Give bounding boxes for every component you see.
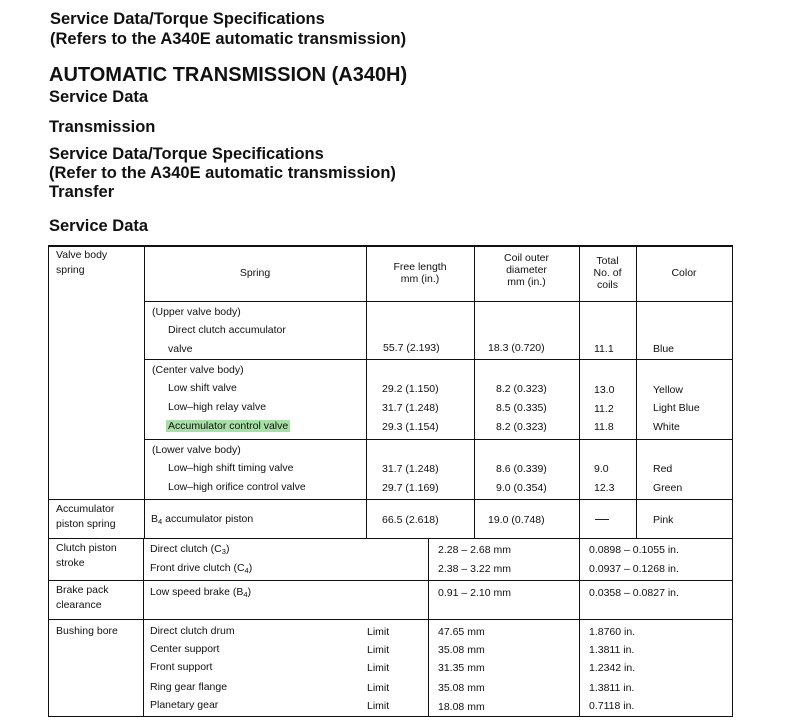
clearance-mm-value: 0.91 – 2.10 mm	[438, 587, 511, 599]
category-line: Brake pack	[56, 584, 109, 596]
header-color: Color	[671, 267, 697, 279]
bore-in-value: 0.7118 in.	[589, 700, 635, 712]
free-length-value: 66.5 (2.618)	[382, 514, 439, 526]
bushing-name: Center support	[150, 643, 220, 655]
bore-mm-value: 35.08 mm	[438, 644, 485, 656]
header-line: Coil outer	[504, 252, 549, 264]
heading-torque-specs-2: Service Data/Torque Specifications	[49, 145, 324, 163]
color-value: Yellow	[653, 384, 683, 396]
color-value: Red	[653, 463, 673, 475]
color-value: White	[653, 421, 680, 433]
coil-outer-value: 8.6 (0.339)	[496, 463, 547, 475]
bore-mm-value: 31.35 mm	[438, 662, 485, 674]
rule	[144, 439, 733, 440]
brake-name	[150, 586, 251, 601]
group-upper-valve-body: (Upper valve body)	[152, 306, 241, 318]
coils-value: 11.8	[594, 421, 614, 433]
spring-name-highlighted	[168, 420, 290, 432]
clutch-name	[150, 543, 229, 558]
rule	[428, 538, 429, 717]
coil-outer-value: 19.0 (0.748)	[488, 514, 545, 526]
rule	[48, 499, 733, 500]
coil-outer-value: 8.2 (0.323)	[496, 383, 547, 395]
category-brake-pack-clearance	[56, 584, 109, 611]
rule	[579, 245, 580, 717]
category-valve-body-spring	[56, 249, 107, 276]
text: )	[248, 562, 253, 574]
rule	[48, 245, 49, 717]
category-bushing-bore: Bushing bore	[56, 625, 118, 637]
text: Direct clutch (C	[150, 543, 222, 555]
bore-mm-value: 18.08 mm	[438, 701, 485, 713]
coil-outer-value: 8.2 (0.323)	[496, 421, 547, 433]
rule	[48, 538, 733, 539]
stroke-mm-value: 2.38 – 3.22 mm	[438, 563, 511, 575]
text: )	[247, 586, 252, 598]
stroke-in-value: 0.0898 – 0.1055 in.	[589, 544, 679, 556]
rule	[474, 245, 475, 539]
rule	[144, 245, 145, 539]
coils-value: 12.3	[594, 482, 615, 494]
rule	[48, 580, 733, 581]
free-length-value: 29.3 (1.154)	[382, 421, 439, 433]
spring-name: Low shift valve	[168, 382, 237, 394]
coil-outer-value: 18.3 (0.720)	[488, 342, 545, 354]
category-clutch-piston-stroke	[56, 542, 117, 569]
table-border-top	[48, 245, 733, 247]
heading-torque-specs: Service Data/Torque Specifications	[50, 10, 325, 28]
limit-label: Limit	[367, 682, 390, 694]
spring-name: Direct clutch accumulator	[168, 324, 286, 336]
heading-service-data-2: Service Data	[49, 217, 149, 235]
coils-value: 11.1	[594, 343, 614, 355]
coil-outer-value: 8.5 (0.335)	[496, 402, 547, 414]
category-accumulator-piston-spring	[56, 503, 116, 530]
coils-value: 9.0	[594, 463, 609, 475]
stroke-in-value: 0.0937 – 0.1268 in.	[589, 563, 679, 575]
bushing-name: Planetary gear	[150, 699, 219, 711]
bore-mm-value: 35.08 mm	[438, 682, 485, 694]
heading-refers-a340e: (Refers to the A340E automatic transmission)	[50, 30, 407, 48]
coil-outer-value: 9.0 (0.354)	[496, 482, 547, 494]
category-line: Valve body	[56, 249, 108, 261]
rule	[144, 359, 733, 360]
text: )	[225, 543, 230, 555]
category-line: clearance	[56, 599, 102, 611]
free-length-value: 55.7 (2.193)	[383, 342, 440, 354]
group-center-valve-body: (Center valve body)	[152, 364, 244, 376]
rule	[144, 301, 733, 302]
rule	[366, 245, 367, 539]
header-line: No. of	[593, 267, 622, 279]
coils-value: 13.0	[594, 384, 615, 396]
category-line: Clutch piston	[56, 542, 117, 554]
rule	[48, 716, 733, 717]
heading-refer-a340e: (Refer to the A340E automatic transmission)	[49, 164, 396, 182]
category-line: spring	[56, 264, 85, 276]
category-line: piston spring	[56, 518, 116, 530]
bore-in-value: 1.3811 in.	[589, 644, 635, 656]
coils-value: —	[595, 510, 609, 526]
heading-transmission: Transmission	[49, 118, 156, 136]
subscript: 4	[158, 517, 163, 526]
header-line: Free length	[393, 261, 447, 273]
coils-value: 11.2	[594, 403, 614, 415]
clearance-in-value: 0.0358 – 0.0827 in.	[589, 587, 679, 599]
color-value: Blue	[653, 343, 675, 355]
bore-in-value: 1.8760 in.	[589, 626, 636, 638]
header-line: mm (in.)	[400, 273, 440, 285]
subscript: 4	[243, 590, 248, 599]
header-coil-outer-diameter	[474, 252, 579, 288]
free-length-value: 31.7 (1.248)	[382, 463, 439, 475]
heading-transfer: Transfer	[49, 183, 115, 201]
highlight: Accumulator control valve	[168, 420, 289, 432]
color-value: Green	[653, 482, 683, 494]
header-free-length	[366, 261, 474, 285]
category-line: stroke	[56, 557, 85, 569]
page-title: AUTOMATIC TRANSMISSION (A340H)	[49, 64, 408, 86]
header-line: Total	[596, 255, 619, 267]
bushing-name: Direct clutch drum	[150, 625, 235, 637]
group-lower-valve-body: (Lower valve body)	[152, 444, 241, 456]
subscript: 3	[221, 547, 226, 556]
limit-label: Limit	[367, 700, 390, 712]
text: B	[151, 513, 159, 525]
color-value: Pink	[653, 514, 674, 526]
spring-name: Low–high relay valve	[168, 401, 267, 413]
heading-service-data: Service Data	[49, 88, 149, 106]
header-line: coils	[596, 279, 618, 291]
header-total-coils	[579, 255, 636, 291]
header-line: diameter	[506, 264, 547, 276]
bushing-name: Front support	[150, 661, 213, 673]
subscript: 4	[244, 566, 249, 575]
bore-in-value: 1.3811 in.	[589, 682, 635, 694]
bore-in-value: 1.2342 in.	[589, 662, 636, 674]
text: Low speed brake (B	[150, 586, 244, 598]
color-value: Light Blue	[653, 402, 700, 414]
limit-label: Limit	[367, 626, 390, 638]
bore-mm-value: 47.65 mm	[438, 626, 485, 638]
text: Front drive clutch (C	[150, 562, 245, 574]
category-line: Accumulator	[56, 503, 115, 515]
limit-label: Limit	[367, 662, 390, 674]
text: accumulator piston	[162, 513, 254, 525]
stroke-mm-value: 2.28 – 2.68 mm	[438, 544, 511, 556]
bushing-name: Ring gear flange	[150, 681, 228, 693]
rule	[48, 619, 733, 620]
rule	[732, 245, 733, 717]
limit-label: Limit	[367, 644, 390, 656]
spring-name	[151, 513, 253, 528]
free-length-value: 31.7 (1.248)	[382, 402, 439, 414]
header-spring: Spring	[239, 267, 271, 279]
rule	[636, 245, 637, 539]
header-line: mm (in.)	[507, 276, 546, 288]
spring-name: valve	[168, 343, 193, 355]
rule	[143, 538, 144, 717]
clutch-name	[150, 562, 252, 577]
spring-name: Low–high orifice control valve	[168, 481, 306, 493]
spring-name: Low–high shift timing valve	[168, 462, 294, 474]
free-length-value: 29.7 (1.169)	[382, 482, 439, 494]
free-length-value: 29.2 (1.150)	[382, 383, 439, 395]
